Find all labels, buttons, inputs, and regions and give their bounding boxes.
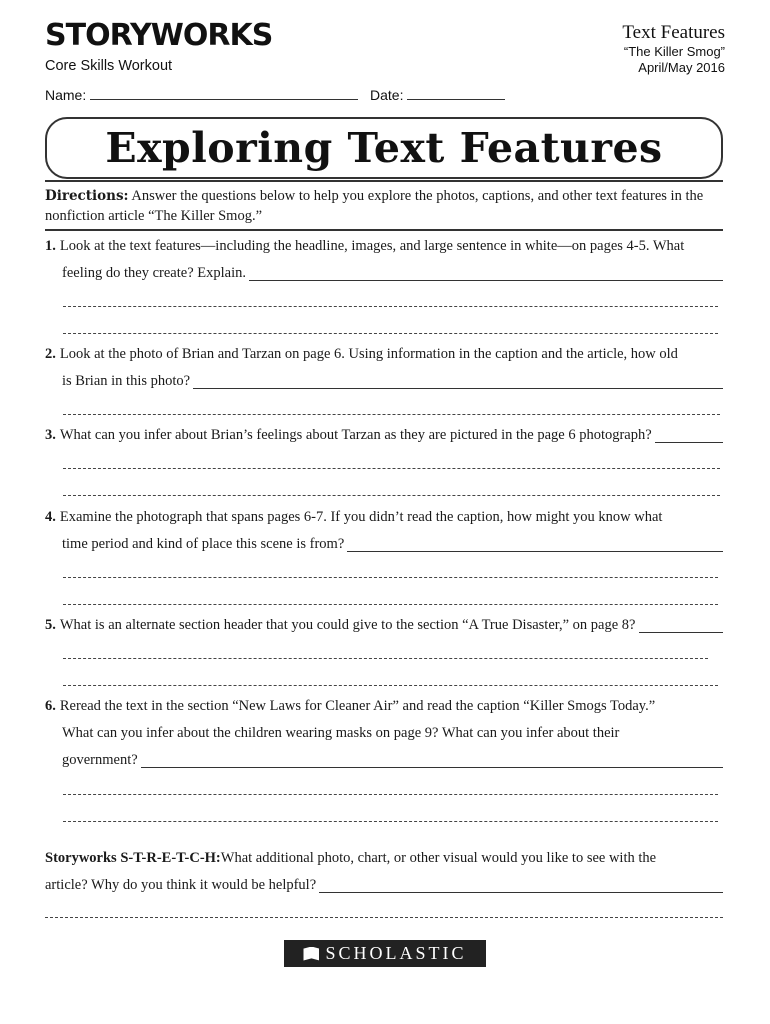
topic-label: Text Features: [622, 22, 725, 43]
directions: [45, 186, 725, 226]
answer-line[interactable]: [63, 333, 718, 334]
title-banner: [45, 117, 723, 179]
answer-line[interactable]: [347, 535, 723, 552]
stretch-text: What additional photo, chart, or other visual would you like to see with the: [220, 850, 657, 866]
stretch-question: [45, 845, 723, 899]
stretch-label: Storyworks S-T-R-E-T-C-H:: [45, 850, 221, 866]
question-number: 5.: [45, 617, 56, 633]
question-6: [45, 693, 723, 774]
publisher-name: SCHOLASTIC: [325, 943, 467, 963]
question-number: 4.: [45, 509, 56, 525]
answer-line[interactable]: [193, 372, 723, 389]
question-number: 1.: [45, 238, 56, 254]
question-text: Look at the text features—including the headline, images, and large sentence in white—on pages 4-5. What: [59, 238, 685, 254]
article-info: [622, 22, 725, 76]
question-number: 3.: [45, 427, 56, 443]
question-number: 2.: [45, 346, 56, 362]
question-2: [45, 341, 723, 395]
date-field[interactable]: [407, 87, 505, 100]
name-label: Name:: [45, 87, 87, 103]
question-text: feeling do they create? Explain.: [62, 265, 246, 281]
answer-line[interactable]: [63, 414, 720, 415]
answer-line[interactable]: [63, 658, 708, 659]
answer-line[interactable]: [63, 468, 720, 469]
page-title: Exploring Text Features: [105, 124, 663, 172]
name-date-row: [45, 87, 505, 103]
answer-line[interactable]: [141, 751, 723, 768]
answer-line[interactable]: [63, 577, 718, 578]
question-number: 6.: [45, 698, 56, 714]
answer-line[interactable]: [63, 685, 718, 686]
question-text: What can you infer about the children wearing masks on page 9? What can you infer about their: [62, 725, 620, 741]
title-rule: [45, 180, 723, 182]
question-text: Reread the text in the section “New Laws for Cleaner Air” and read the caption “Killer Smogs Today.”: [59, 698, 656, 714]
answer-line[interactable]: [249, 264, 723, 281]
book-icon: [303, 947, 319, 961]
question-5: [45, 612, 723, 639]
article-title: “The Killer Smog”: [623, 44, 725, 59]
question-text: What is an alternate section header that you could give to the section “A True Disaster,” on page 8?: [59, 617, 636, 633]
issue-date: April/May 2016: [638, 60, 725, 75]
question-text: government?: [62, 752, 138, 768]
question-1: [45, 233, 723, 287]
storyworks-logo: STORYWORKS: [45, 18, 273, 53]
stretch-text: article? Why do you think it would be helpful?: [45, 877, 317, 893]
question-text: Look at the photo of Brian and Tarzan on page 6. Using information in the caption and the article, how old: [59, 346, 678, 362]
directions-text: Answer the questions below to help you explore the photos, captions, and other text features in the nonfiction article “The Killer Smog.”: [45, 188, 704, 224]
question-4: [45, 504, 723, 558]
answer-line[interactable]: [45, 917, 723, 918]
question-text: time period and kind of place this scene is from?: [62, 536, 345, 552]
answer-line[interactable]: [639, 616, 724, 633]
answer-line[interactable]: [319, 876, 723, 893]
name-field[interactable]: [90, 87, 358, 100]
question-3: [45, 422, 723, 449]
question-text: Examine the photograph that spans pages 6-7. If you didn’t read the caption, how might you know what: [59, 509, 663, 525]
worksheet-subtitle: Core Skills Workout: [45, 58, 173, 74]
directions-rule: [45, 229, 723, 231]
date-label: Date:: [370, 87, 404, 103]
answer-line[interactable]: [63, 495, 720, 496]
question-text: What can you infer about Brian’s feelings about Tarzan as they are pictured in the page 6 photograph?: [59, 427, 652, 443]
answer-line[interactable]: [63, 794, 718, 795]
question-text: is Brian in this photo?: [62, 373, 191, 389]
answer-line[interactable]: [63, 821, 718, 822]
answer-line[interactable]: [63, 604, 718, 605]
answer-line[interactable]: [655, 426, 723, 443]
directions-label: Directions:: [45, 188, 129, 204]
answer-line[interactable]: [63, 306, 718, 307]
scholastic-logo: [284, 940, 486, 967]
